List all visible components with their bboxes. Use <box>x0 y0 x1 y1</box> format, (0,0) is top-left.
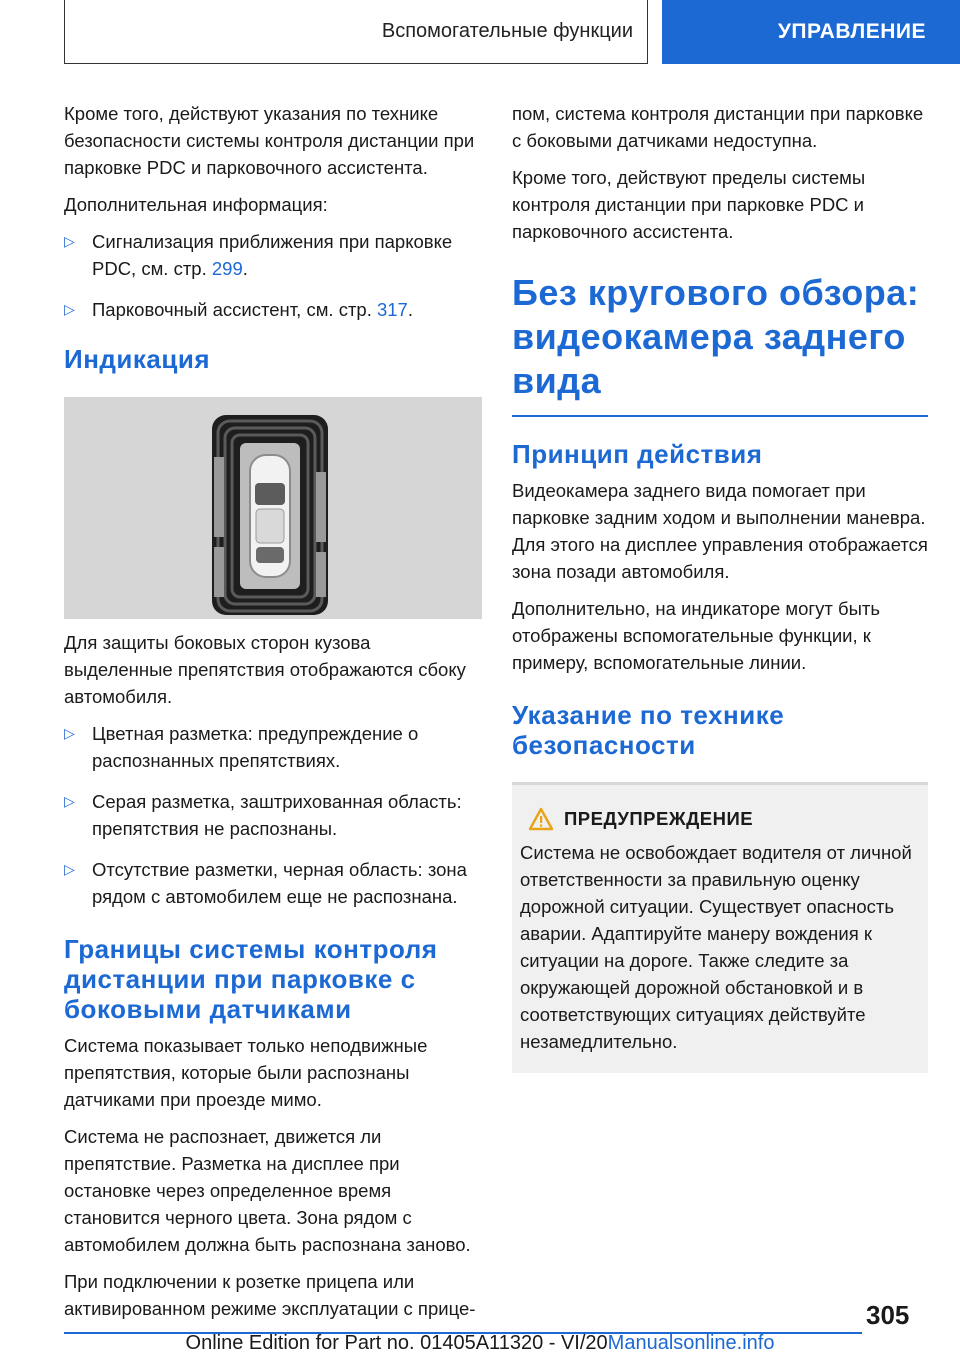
left-paragraph-1: Кроме того, действуют указания по технике безопасности системы контроля дистанции при парковке PDC и парковочного ассистента. <box>64 103 475 178</box>
warning-box <box>512 782 928 1073</box>
right-paragraph-3: Видеокамера заднего вида помогает при парковке задним ходом и выполнении маневра. Для этого на дисплее управления отображается зона позади автомобиля. <box>512 479 928 582</box>
triangle-bullet-icon: ▷ <box>64 861 75 877</box>
header-chapter[interactable] <box>662 0 960 64</box>
reference-item-parking-assistant: ▷ Парковочный ассистент, см. стр. 317. <box>64 296 482 323</box>
left-paragraph-3: Для защиты боковых сторон кузова выделенные препятствия отображаются сбоку автомобиля. <box>64 632 466 707</box>
triangle-bullet-icon: ▷ <box>64 301 75 317</box>
page-link-317[interactable]: 317 <box>376 299 408 320</box>
header-section-title: Вспомогательные функции <box>381 20 633 42</box>
right-paragraph-2: Кроме того, действуют пределы системы контроля дистанции при парковке PDC и парковочного ассистента. <box>512 167 866 242</box>
marking-item-colored <box>64 720 482 774</box>
left-paragraph-2: Дополнительная информация: <box>64 194 328 215</box>
marking-item-none <box>64 856 482 910</box>
triangle-bullet-icon: ▷ <box>64 725 75 741</box>
page-number: 305 <box>866 1300 910 1330</box>
left-paragraph-6: При подключении к розетке прицепа или активированном режиме эксплуатации с прице- <box>64 1271 476 1319</box>
marking-list <box>64 720 482 910</box>
warning-header <box>528 807 920 831</box>
left-paragraph-5: Система не распознает, движется ли препятствие. Разметка на дисплее при остановке через определенное время становится черного цвета. Зона рядом с автомобилем должна быть распознана заново. <box>64 1126 471 1255</box>
heading-system-limits: Границы системы контроля дистанции при парковке с боковыми датчиками <box>64 934 438 1024</box>
heading-indication: Индикация <box>64 344 210 374</box>
warning-triangle-icon <box>528 807 554 831</box>
right-paragraph-1: пом, система контроля дистанции при парковке с боковыми датчиками недоступна. <box>512 103 924 151</box>
page-link-299[interactable]: 299 <box>211 258 243 279</box>
reference-text: Сигнализация приближения при парковке PDC, см. стр. <box>92 231 453 279</box>
heading-safety: Указание по технике безопасности <box>512 699 785 760</box>
right-column <box>512 100 928 1073</box>
marking-text: Цветная разметка: предупреждение о распознанных препятствиях. <box>92 723 419 771</box>
right-paragraph-4: Дополнительно, на индикаторе могут быть отображены вспомогательные функции, к примеру, вспомогательные линии. <box>512 597 881 673</box>
heading-principle: Принцип действия <box>512 438 763 469</box>
marking-text: Отсутствие разметки, черная область: зона рядом с автомобилем еще не распознана. <box>92 859 467 907</box>
footer-edition <box>0 1332 960 1355</box>
header-chapter-title: УПРАВЛЕНИЕ <box>777 20 926 43</box>
footer-edition-text: Online Edition for Part no. 01405A11320 - VI/20 <box>185 1332 608 1354</box>
footer-site-link[interactable]: Manualsonline.info <box>607 1332 775 1354</box>
left-paragraph-4: Система показывает только неподвижные препятствия, которые были распознаны датчиками при проезде мимо. <box>64 1035 428 1110</box>
header-section <box>64 0 648 64</box>
triangle-bullet-icon: ▷ <box>64 233 75 249</box>
reference-list <box>64 228 482 323</box>
car-top-view-icon <box>64 397 482 619</box>
heading-divider <box>512 415 928 417</box>
warning-title: ПРЕДУПРЕЖДЕНИЕ <box>564 807 754 829</box>
parking-display-figure <box>64 397 482 619</box>
marking-text: Серая разметка, заштрихованная область: препятствия не распознаны. <box>92 791 462 839</box>
warning-text: Система не освобождает водителя от личной ответственности за правильную оценку дорожной ситуации. Существует опасность аварии. Адаптируйте манеру вождения к ситуации на дороге. Также следите за окружающей дорожной обстановкой и в соответствующих ситуациях действуйте незамедлительно. <box>520 841 912 1052</box>
triangle-bullet-icon: ▷ <box>64 793 75 809</box>
reference-item-pdc: ▷ Сигнализация приближения при парковке PDC, см. стр. 299. <box>64 228 482 282</box>
marking-item-grey <box>64 788 482 842</box>
reference-text: Парковочный ассистент, см. стр. <box>92 299 377 320</box>
left-column <box>64 100 482 1332</box>
heading-rear-camera: Без кругового обзора: видеокамера заднего вида <box>512 272 920 401</box>
